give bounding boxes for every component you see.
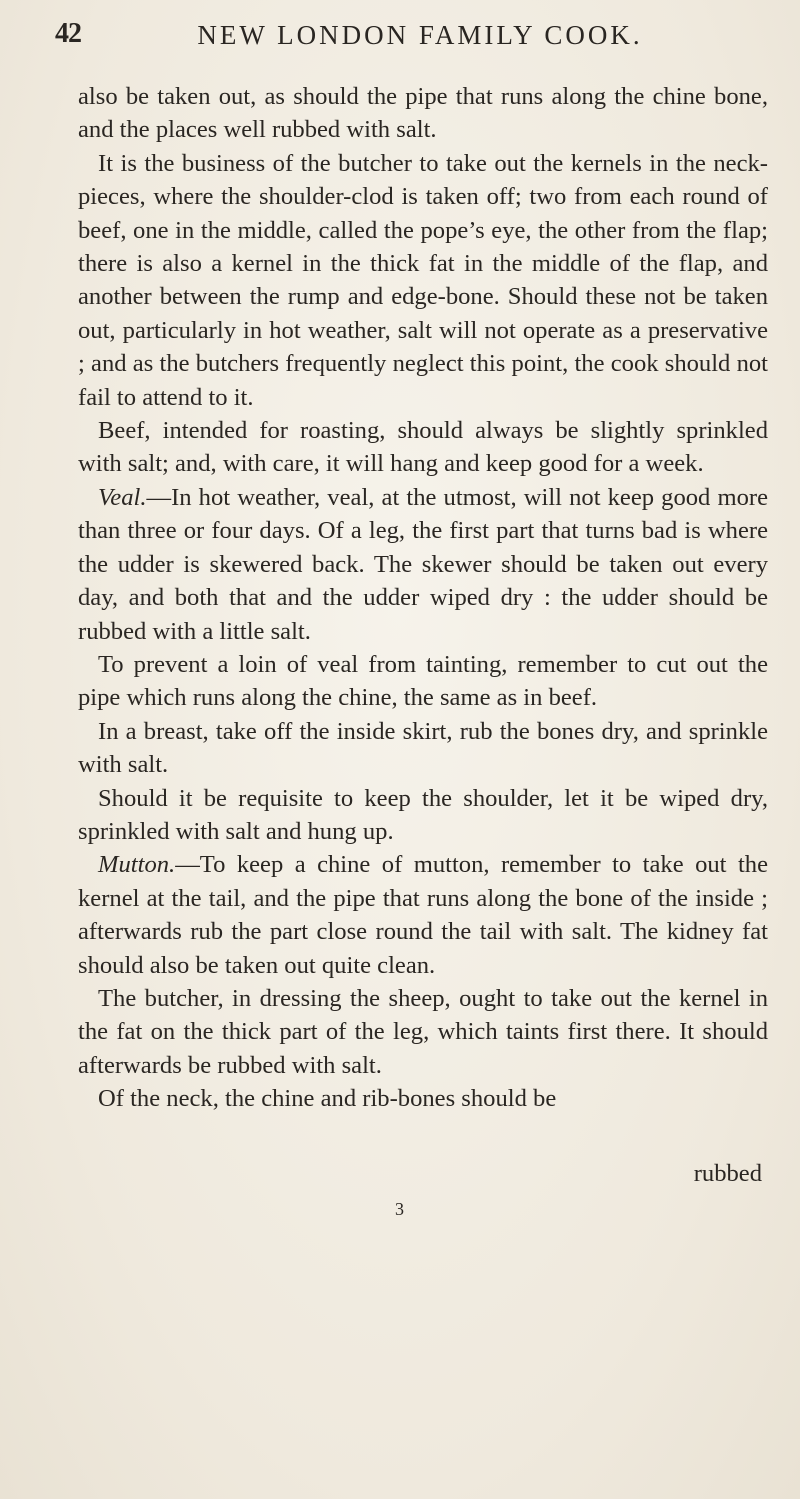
paragraph (78, 982, 768, 1082)
section-lead: Veal. (98, 483, 147, 511)
paragraph-text: Should it be requisite to keep the shoulder, let it be wiped dry, sprinkled with salt and hung up. (78, 784, 768, 845)
paragraph-text: The butcher, in dressing the sheep, ought to take out the kernel in the fat on the thick part of the leg, which taints first there. It should afterwards be rubbed with salt. (78, 984, 768, 1079)
paragraph-text: It is the business of the butcher to take out the kernels in the neck-pieces, where the shoulder-clod is taken off; two from each round of beef, one in the middle, called the pope’s eye, the other from the flap; there is also a kernel in the thick fat in the middle of the flap, and another between the rump and edge-bone. Should these not be taken out, particularly in hot weather, salt will not operate as a preservative ; and as the butchers frequently neglect this point, the cook should not fail to attend to it. (78, 149, 768, 411)
signature-mark: 3 (395, 1199, 404, 1219)
paragraph (78, 147, 768, 414)
paragraph-text: —In hot weather, veal, at the utmost, will not keep good more than three or four days. Of a leg, the first part that turns bad is where the udder is skewered back. The skewer should be taken out every day, and both that and the udder wiped dry : the udder should be rubbed with a little salt. (78, 483, 768, 645)
paragraph (78, 715, 768, 782)
paragraph (78, 1082, 768, 1115)
paragraph-text: —To keep a chine of mutton, remember to take out the kernel at the tail, and the pipe that runs along the bone of the inside ; afterwards rub the part close round the tail with salt. The kidney fat should also be taken out quite clean. (78, 851, 768, 979)
paragraph (78, 414, 768, 481)
page-header (55, 18, 745, 58)
paragraph (78, 481, 768, 648)
section-lead: Mutton. (98, 851, 176, 879)
paragraph-text: also be taken out, as should the pipe that runs along the chine bone, and the places well rubbed with salt. (78, 83, 768, 144)
paragraph-text: Of the neck, the chine and rib-bones should be (98, 1085, 557, 1113)
paragraph (78, 782, 768, 849)
paragraph-text: To prevent a loin of veal from tainting, remember to cut out the pipe which runs along the chine, the same as in beef. (78, 650, 768, 712)
paragraph (78, 648, 768, 715)
paragraph-text: In a breast, take off the inside skirt, rub the bones dry, and sprinkle with salt. (78, 717, 768, 779)
paragraph (78, 848, 768, 982)
page-number: 42 (55, 18, 81, 49)
catchword: rubbed (693, 1160, 762, 1187)
paragraph-text: Beef, intended for roasting, should always be slightly sprinkled with salt; and, with care, it will hang and keep good for a week. (78, 417, 768, 478)
body-text (78, 80, 768, 1116)
running-head: NEW LONDON FAMILY COOK. (197, 20, 643, 50)
paragraph (78, 80, 768, 147)
